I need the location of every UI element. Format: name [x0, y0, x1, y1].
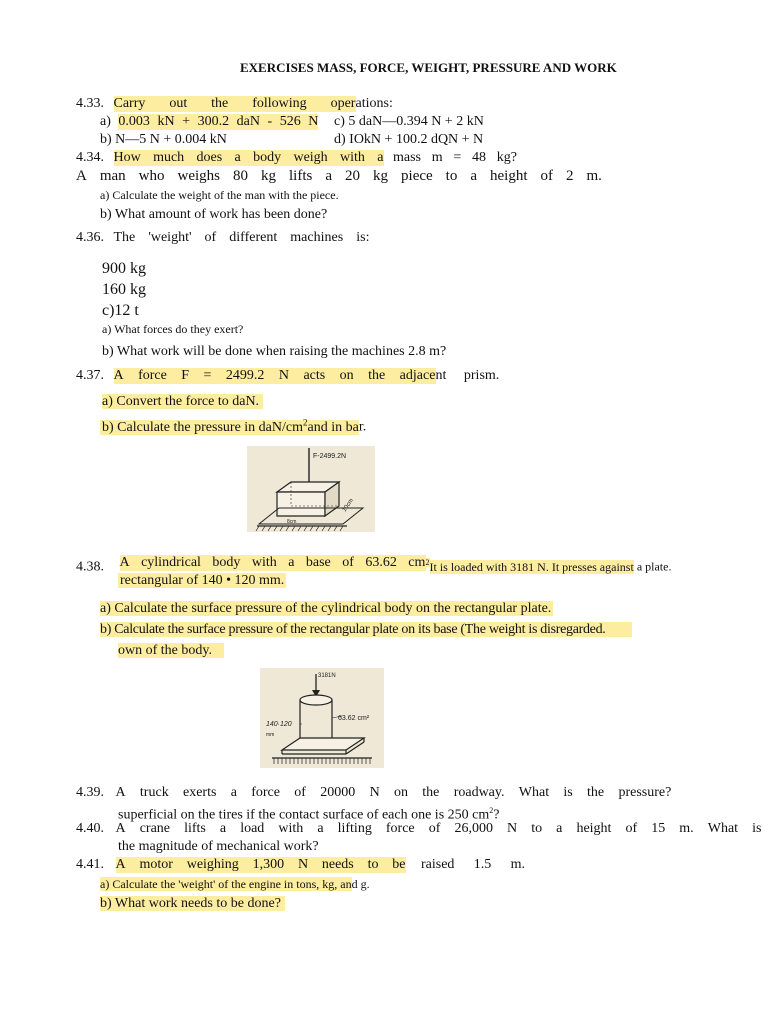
- prism-figure: [247, 446, 375, 532]
- exercise-4-37-a: a) Convert the force to daN.: [102, 394, 263, 410]
- exercise-4-40-line1: 4.40. A crane lifts a load with a lifting force of 26,000 N to a height of 15 m. What is: [76, 821, 762, 836]
- exercise-4-40-line2: the magnitude of mechanical work?: [118, 839, 319, 854]
- exercise-4-33-line2: a) 0.003 kN + 300.2 daN - 526 N: [100, 114, 319, 129]
- exercise-number: 4.33.: [76, 96, 104, 111]
- exercise-4-35-line1: A man who weighs 80 kg lifts a 20 kg piece to a height of 2 m.: [76, 168, 602, 184]
- exercise-4-37-b: b) Calculate the pressure in daN/$cm^2and$ in bar.: [102, 417, 367, 435]
- exercise-4-37: 4.37. A force F = 2499.2 N acts on the adjace nt prism.: [76, 368, 500, 383]
- machine-item: c)12 t: [102, 302, 139, 319]
- exercise-4-39-line2: superficial on the tires if the contact surface of each one is 250 $cm^2$?: [118, 806, 500, 823]
- highlight: A motor weighing 1,300 N needs to be: [115, 857, 406, 872]
- highlight: Carry out the following oper: [113, 96, 356, 111]
- exercise-4-34: 4.34. How much does a body weigh with a mass m = 48 kg?: [76, 150, 517, 165]
- exercise-4-33-c: c) 5 daN—0.394 N + 2 kN: [334, 114, 484, 129]
- highlight: A cylindrical body with a base of 63.62 cm: [119, 555, 426, 570]
- force-label: F-2499.2N: [313, 453, 347, 460]
- svg-text:8cm: 8cm: [287, 519, 297, 525]
- machine-item: 160 kg: [102, 281, 146, 298]
- exercise-4-36: 4.36. The 'weight' of different machines is:: [76, 230, 370, 245]
- exercise-4-36-b: b) What work will be done when raising the machines 2.8 m?: [102, 344, 447, 359]
- exercise-4-41-b: b) What work needs to be done?: [100, 896, 285, 912]
- exercise-4-38-line2: rectangular of 140 • 120 mm.: [120, 573, 285, 588]
- exercise-4-38-b: b) Calculate the surface pressure of the rectangular plate on its base (The weight is disregarded.: [100, 622, 632, 638]
- exercise-4-33-b: b) N—5 N + 0.004 kN: [100, 132, 227, 147]
- highlight: A force F = 2499.2 N acts on the adjace: [113, 368, 436, 383]
- highlight: How much does a body weigh with a: [113, 150, 384, 165]
- svg-text:10cm: 10cm: [341, 497, 356, 514]
- exercise-4-41-a: a) Calculate the 'weight' of the engine in tons, kg, and g.: [100, 877, 370, 891]
- exercise-4-35-a: a) Calculate the weight of the man with the piece.: [100, 188, 339, 202]
- machine-item: 900 kg: [102, 260, 146, 277]
- exercise-4-33-line1: 4.33. Carry out the following oper ations:: [76, 96, 393, 111]
- cylinder-figure: [260, 668, 384, 768]
- highlight: 0.003 kN + 300.2 daN - 526 N: [118, 114, 319, 129]
- exercise-4-36-a: a) What forces do they exert?: [102, 322, 244, 336]
- exercise-4-33-d: d) IOkN + 100.2 dQN + N: [334, 132, 484, 147]
- exercise-4-38-a: a) Calculate the surface pressure of the cylindrical body on the rectangular plate.: [100, 601, 552, 616]
- page-title: EXERCISES MASS, FORCE, WEIGHT, PRESSURE AND WORK: [240, 60, 617, 75]
- exercise-4-38-c: own of the body.: [118, 643, 224, 659]
- svg-text:63.62 cm²: 63.62 cm²: [338, 715, 370, 722]
- exercise-4-38-line1: 4.38. A cylindrical body with a base of 63.62 cm $^2$It is loaded with 3181 N. It presses against a plate.: [76, 555, 672, 575]
- exercise-4-35-b: b) What amount of work has been done?: [100, 207, 328, 222]
- svg-text:140·120: 140·120: [266, 721, 292, 728]
- force-label: 3181N: [318, 673, 336, 679]
- svg-text:mm: mm: [266, 732, 275, 738]
- exercise-4-41: 4.41. A motor weighing 1,300 N needs to be raised 1.5 m.: [76, 857, 525, 872]
- exercise-4-39-line1: 4.39. A truck exerts a force of 20000 N on the roadway. What is the pressure?: [76, 785, 672, 800]
